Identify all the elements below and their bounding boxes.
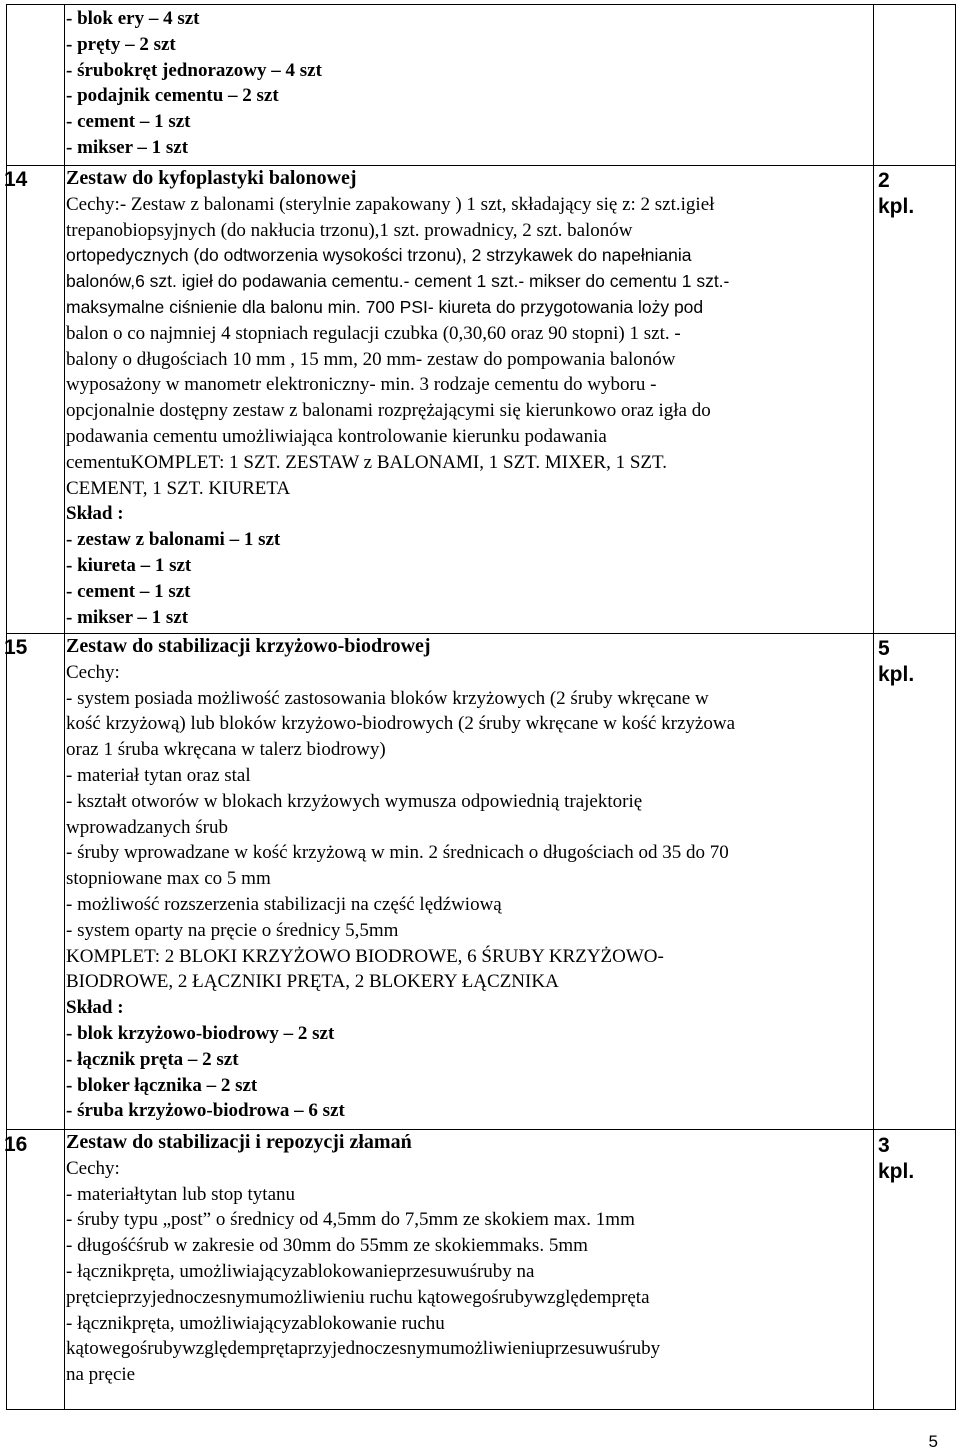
- item-title: Zestaw do stabilizacji i repozycji złamań: [66, 1131, 412, 1153]
- description-line: wprowadzanych śrub: [66, 816, 228, 838]
- description-line: kość krzyżową) lub bloków krzyżowo-biodrowych (2 śruby wkręcane w kość krzyżowa: [66, 713, 736, 735]
- description-line: CEMENT, 1 SZT. KIURETA: [66, 477, 291, 499]
- component-line: - cement – 1 szt: [66, 580, 191, 602]
- description-line: podawania cementu umożliwiająca kontrolowanie kierunku podawania: [66, 425, 607, 447]
- item-quantity: [878, 1133, 948, 1185]
- quantity-value: 5: [878, 637, 890, 660]
- description-line: - system posiada możliwość zastosowania bloków krzyżowych (2 śruby wkręcane w: [66, 687, 709, 709]
- description-line: - kształt otworów w blokach krzyżowych wymusza odpowiednią trajektorię: [66, 790, 643, 812]
- item-quantity: [878, 168, 948, 220]
- item-description: [66, 166, 874, 630]
- quantity-unit: kpl.: [878, 1160, 915, 1183]
- item-description: [66, 634, 874, 1124]
- item-title: Zestaw do stabilizacji krzyżowo-biodrowej: [66, 635, 431, 657]
- component-line: - zestaw z balonami – 1 szt: [66, 529, 281, 551]
- description-line: - łącznikpręta, umożliwiającyzablokowanieprzesuwuśruby na: [66, 1260, 535, 1282]
- item-number: 16: [4, 1133, 28, 1156]
- description-line: KOMPLET: 2 BLOKI KRZYŻOWO BIODROWE, 6 ŚRUBY KRZYŻOWO-: [66, 945, 664, 967]
- column-divider-number: [64, 5, 65, 1409]
- cechy-label: Cechy:: [66, 1157, 120, 1179]
- description-line: trepanobiopsyjnych (do nakłucia trzonu),1 szt. prowadnicy, 2 szt. balonów: [66, 219, 633, 241]
- component-line: - kiureta – 1 szt: [66, 554, 192, 576]
- quantity-unit: kpl.: [878, 663, 915, 686]
- item-title: Zestaw do kyfoplastyki balonowej: [66, 167, 357, 189]
- description-line: maksymalne ciśnienie dla balonu min. 700 PSI- kiureta do przygotowania loży pod: [66, 296, 704, 317]
- component-line: - cement – 1 szt: [66, 111, 191, 133]
- description-line: balonów,6 szt. igieł do podawania cementu.- cement 1 szt.- mikser do cementu 1 szt.-: [66, 271, 730, 292]
- item-description: [66, 1130, 874, 1388]
- component-line: - mikser – 1 szt: [66, 136, 189, 158]
- component-line: - mikser – 1 szt: [66, 606, 189, 628]
- description-line: wyposażony w manometr elektroniczny- min. 3 rodzaje cementu do wyboru -: [66, 374, 657, 396]
- cechy-label: Cechy:: [66, 661, 120, 683]
- item-quantity: [878, 636, 948, 688]
- description-line: - śruby wprowadzane w kość krzyżową w min. 2 średnicach o długościach od 35 do 70: [66, 842, 729, 864]
- component-line: - pręty – 2 szt: [66, 33, 176, 55]
- description-line: na pręcie: [66, 1364, 136, 1386]
- description-line: - długośćśrub w zakresie od 30mm do 55mm ze skokiemmaks. 5mm: [66, 1235, 588, 1257]
- description-line: Cechy:- Zestaw z balonami (sterylnie zapakowany ) 1 szt, składający się z: 2 szt.igieł: [66, 193, 715, 215]
- description-line: cementuKOMPLET: 1 SZT. ZESTAW z BALONAMI, 1 SZT. MIXER, 1 SZT.: [66, 451, 667, 473]
- item-number: 15: [4, 636, 28, 659]
- quantity-value: 2: [878, 169, 890, 192]
- description-line: - możliwość rozszerzenia stabilizacji na część lędźwiową: [66, 893, 502, 915]
- component-line: - łącznik pręta – 2 szt: [66, 1048, 239, 1070]
- description-line: stopniowane max co 5 mm: [66, 868, 271, 890]
- quantity-value: 3: [878, 1134, 890, 1157]
- component-line: - bloker łącznika – 2 szt: [66, 1074, 258, 1096]
- description-line: oraz 1 śruba wkręcana w talerz biodrowy): [66, 739, 386, 761]
- quantity-unit: kpl.: [878, 195, 915, 218]
- description-line: BIODROWE, 2 ŁĄCZNIKI PRĘTA, 2 BLOKERY ŁĄCZNIKA: [66, 971, 559, 993]
- item-number: 14: [4, 168, 28, 191]
- description-line: prętcieprzyjednoczesnymumożliwieniu ruchu kątowegośrubywzględempręta: [66, 1286, 650, 1308]
- description-line: ortopedycznych (do odtworzenia wysokości trzonu), 2 strzykawek do napełniania: [66, 245, 692, 266]
- component-line: - blok krzyżowo-biodrowy – 2 szt: [66, 1022, 335, 1044]
- component-line: - śrubokręt jednorazowy – 4 szt: [66, 59, 322, 81]
- description-line: balon o co najmniej 4 stopniach regulacji czubka (0,30,60 oraz 90 stopni) 1 szt. -: [66, 322, 681, 344]
- description-line: - system oparty na pręcie o średnicy 5,5mm: [66, 919, 399, 941]
- component-line: - blok ery – 4 szt: [66, 8, 200, 29]
- prev-item-components: [66, 6, 874, 161]
- description-line: kątowegośrubywzględemprętaprzyjednoczesnymumożliwieniuprzesuwuśruby: [66, 1338, 661, 1360]
- page-number: 5: [928, 1432, 938, 1451]
- sklad-label: Skład :: [66, 997, 124, 1019]
- description-line: balony o długościach 10 mm , 15 mm, 20 mm- zestaw do pompowania balonów: [66, 348, 676, 370]
- description-line: - śruby typu „post” o średnicy od 4,5mm do 7,5mm ze skokiem max. 1mm: [66, 1209, 635, 1231]
- description-line: opcjonalnie dostępny zestaw z balonami rozprężającymi się kierunkowo oraz igła do: [66, 400, 711, 422]
- component-line: - podajnik cementu – 2 szt: [66, 85, 279, 107]
- component-line: - śruba krzyżowo-biodrowa – 6 szt: [66, 1100, 345, 1122]
- sklad-label: Skład :: [66, 503, 124, 525]
- description-line: - materiał tytan oraz stal: [66, 764, 251, 786]
- description-line: - materiałtytan lub stop tytanu: [66, 1183, 296, 1205]
- description-line: - łącznikpręta, umożliwiającyzablokowanie ruchu: [66, 1312, 445, 1334]
